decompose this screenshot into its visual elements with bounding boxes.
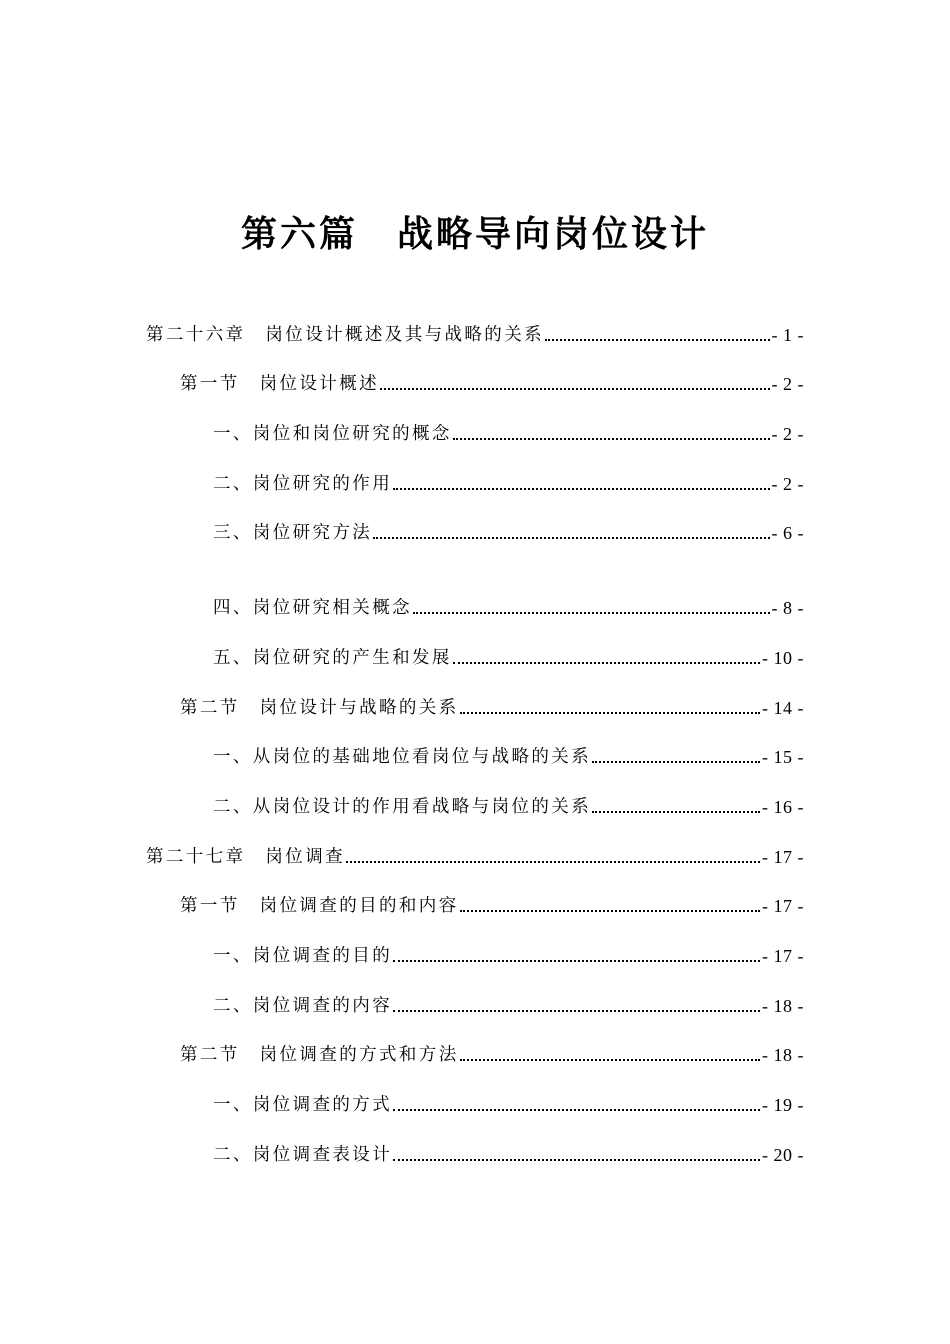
toc-dot-leader	[545, 339, 770, 341]
toc-entry-item[interactable]	[213, 640, 804, 670]
toc-dot-leader	[460, 910, 760, 912]
toc-dot-leader	[380, 388, 770, 390]
toc-entry-title: 五、岗位研究的产生和发展	[213, 648, 452, 668]
toc-dot-leader	[346, 861, 760, 863]
toc-entry-section-1[interactable]	[180, 888, 804, 918]
toc-entry-title: 第二十六章 岗位设计概述及其与战略的关系	[146, 325, 544, 345]
toc-page-number: - 6 -	[771, 523, 804, 543]
toc-entry-item[interactable]	[213, 1137, 804, 1167]
toc-page-number: - 20 -	[762, 1145, 804, 1165]
toc-page-number: - 8 -	[771, 598, 804, 618]
toc-page-number: - 16 -	[762, 797, 804, 817]
toc-page-number: - 1 -	[771, 325, 804, 345]
toc-dot-leader	[393, 960, 760, 962]
toc-entry-item[interactable]	[213, 515, 804, 545]
toc-dot-leader	[592, 761, 760, 763]
toc-dot-leader	[393, 1159, 760, 1161]
toc-entry-title: 二、岗位调查的内容	[213, 996, 393, 1016]
toc-entry-title: 二、从岗位设计的作用看战略与岗位的关系	[213, 797, 592, 817]
toc-page-number: - 10 -	[762, 648, 804, 668]
toc-entry-title: 一、岗位调查的方式	[213, 1095, 393, 1115]
toc-entry-item[interactable]	[213, 789, 804, 819]
toc-page-number: - 19 -	[762, 1095, 804, 1115]
toc-entry-section-1[interactable]	[180, 366, 804, 396]
toc-dot-leader	[453, 438, 770, 440]
toc-entry-item[interactable]	[213, 590, 804, 620]
toc-entry-title: 一、岗位调查的目的	[213, 946, 393, 966]
toc-dot-leader	[413, 612, 770, 614]
toc-page-number: - 2 -	[771, 474, 804, 494]
toc-page-number: - 2 -	[771, 374, 804, 394]
toc-page-number: - 18 -	[762, 1045, 804, 1065]
toc-page-number: - 15 -	[762, 747, 804, 767]
toc-dot-leader	[393, 1109, 760, 1111]
toc-dot-leader	[453, 662, 760, 664]
toc-entry-section-2[interactable]	[180, 690, 804, 720]
toc-page-number: - 2 -	[771, 424, 804, 444]
toc-entry-item[interactable]	[213, 739, 804, 769]
toc-page-number: - 17 -	[762, 847, 804, 867]
toc-page-number: - 14 -	[762, 698, 804, 718]
toc-entry-item[interactable]	[213, 938, 804, 968]
toc-entry-title: 一、从岗位的基础地位看岗位与战略的关系	[213, 747, 592, 767]
page-title: 第六篇 战略导向岗位设计	[240, 214, 709, 255]
toc-entry-chapter-27[interactable]	[146, 839, 804, 869]
toc-entry-title: 一、岗位和岗位研究的概念	[213, 424, 452, 444]
toc-entry-item[interactable]	[213, 416, 804, 446]
toc-dot-leader	[460, 712, 760, 714]
toc-dot-leader	[592, 811, 760, 813]
toc-page-number: - 17 -	[762, 896, 804, 916]
toc-entry-title: 二、岗位调查表设计	[213, 1145, 393, 1165]
toc-entry-title: 二、岗位研究的作用	[213, 474, 393, 494]
toc-entry-section-2[interactable]	[180, 1037, 804, 1067]
toc-page-number: - 18 -	[762, 996, 804, 1016]
toc-entry-title: 第二节 岗位设计与战略的关系	[180, 698, 459, 718]
toc-entry-title: 三、岗位研究方法	[213, 523, 373, 543]
toc-entry-title: 四、岗位研究相关概念	[213, 598, 412, 618]
toc-page-number: - 17 -	[762, 946, 804, 966]
toc-entry-item[interactable]	[213, 988, 804, 1018]
toc-entry-item[interactable]	[213, 466, 804, 496]
toc-dot-leader	[393, 488, 769, 490]
toc-dot-leader	[460, 1059, 760, 1061]
toc-dot-leader	[373, 537, 769, 539]
toc-entry-title: 第二十七章 岗位调查	[146, 847, 345, 867]
toc-entry-title: 第一节 岗位调查的目的和内容	[180, 896, 459, 916]
toc-entry-title: 第二节 岗位调查的方式和方法	[180, 1045, 459, 1065]
toc-dot-leader	[393, 1010, 760, 1012]
toc-entry-item[interactable]	[213, 1087, 804, 1117]
toc-entry-title: 第一节 岗位设计概述	[180, 374, 379, 394]
toc-entry-chapter-26[interactable]	[146, 317, 804, 347]
